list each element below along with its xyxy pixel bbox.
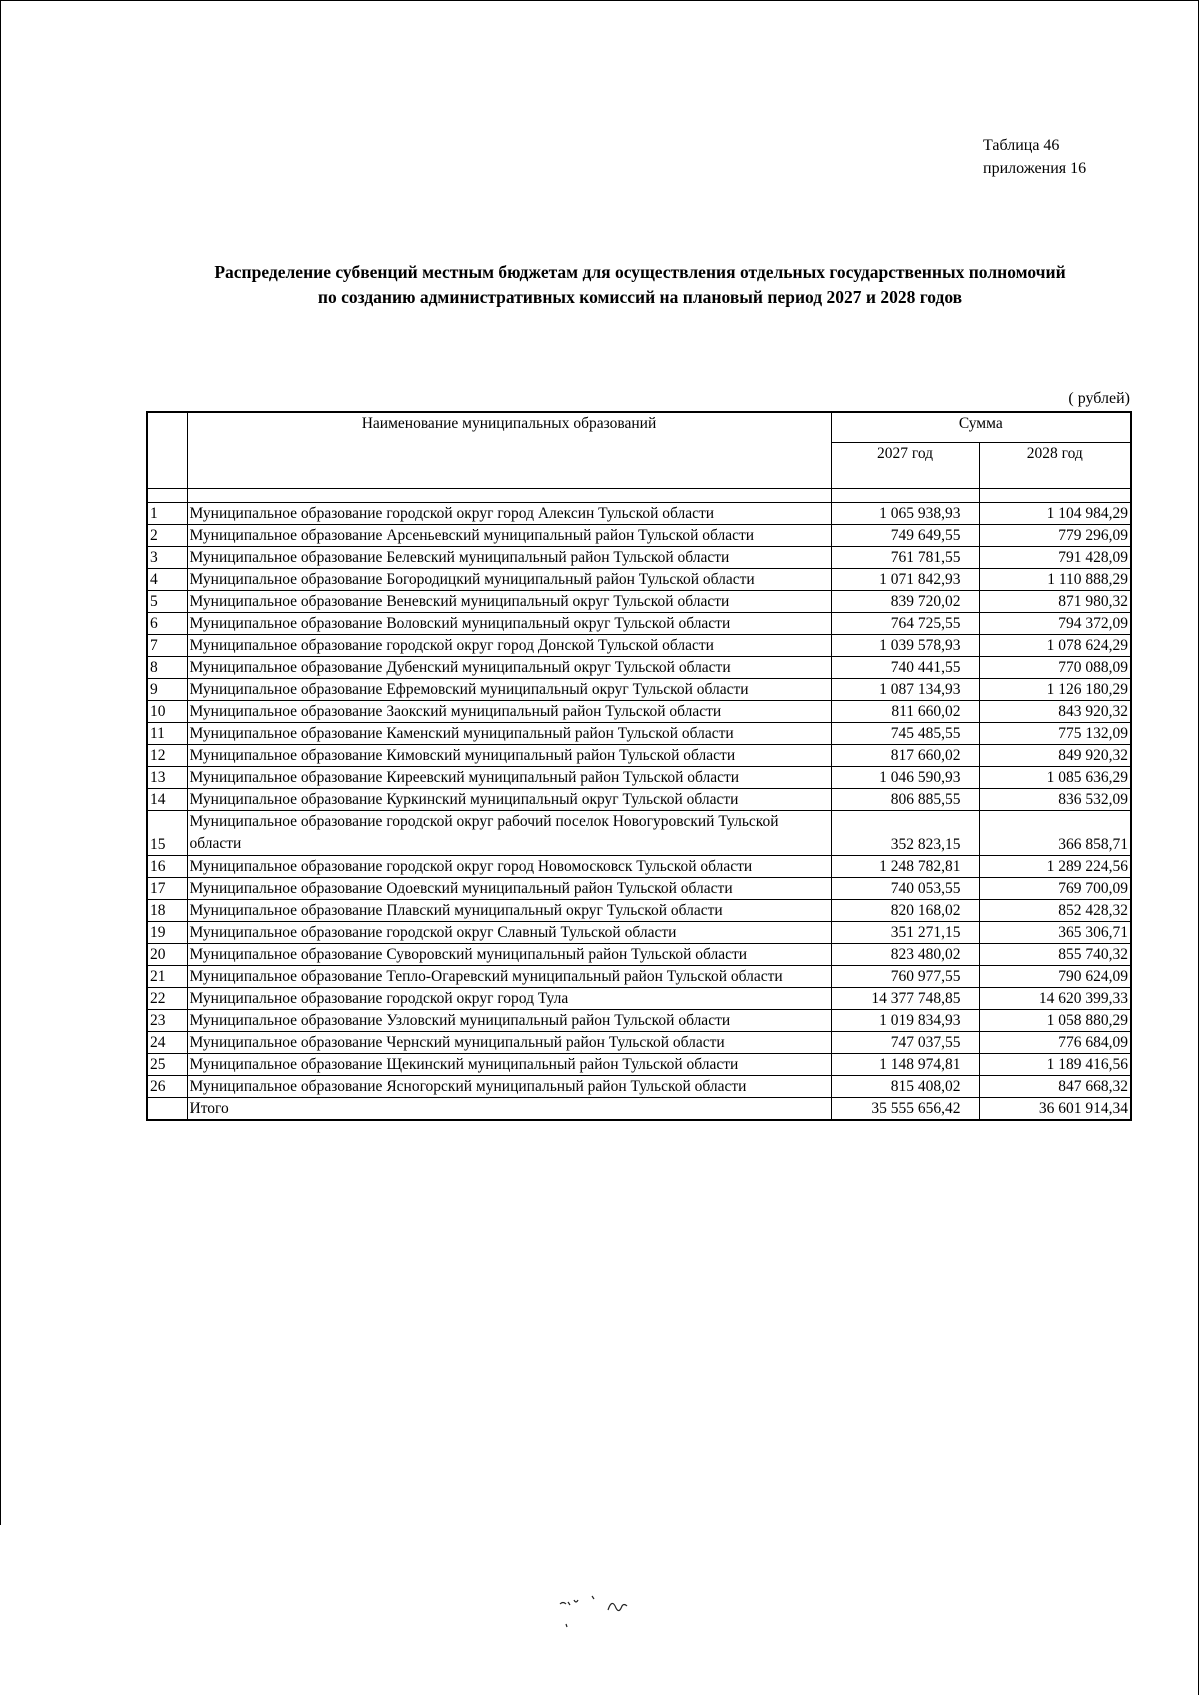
header-name-cell: Наименование муниципальных образований [187, 412, 831, 443]
title-line-1: Распределение субвенций местным бюджетам для осуществления отдельных государственных полномочий [214, 262, 1066, 282]
table-row [147, 701, 1131, 723]
row-number: 9 [147, 679, 187, 701]
row-value-2028: 770 088,09 [979, 657, 1131, 679]
table-row [147, 988, 1131, 1010]
table-body [147, 503, 1131, 1098]
table-label: Таблица 46 [983, 137, 1060, 154]
row-number: 15 [147, 811, 187, 856]
row-number: 17 [147, 878, 187, 900]
document-title [100, 260, 1180, 310]
table-row [147, 944, 1131, 966]
row-name: Муниципальное образование Суворовский муниципальный район Тульской области [187, 944, 831, 966]
row-value-2027: 817 660,02 [831, 745, 979, 767]
row-number: 19 [147, 922, 187, 944]
row-name: Муниципальное образование городской округ город Новомосковск Тульской области [187, 856, 831, 878]
table-row [147, 525, 1131, 547]
gap-cell [147, 489, 187, 503]
row-value-2028: 769 700,09 [979, 878, 1131, 900]
row-name: Муниципальное образование Чернский муниципальный район Тульской области [187, 1032, 831, 1054]
row-value-2027: 1 148 974,81 [831, 1054, 979, 1076]
row-number: 23 [147, 1010, 187, 1032]
row-value-2028: 1 104 984,29 [979, 503, 1131, 525]
appendix-label: приложения 16 [983, 160, 1087, 177]
row-value-2027: 14 377 748,85 [831, 988, 979, 1010]
units-label: ( рублей) [1068, 390, 1130, 407]
row-name: Муниципальное образование городской округ город Донской Тульской области [187, 635, 831, 657]
row-value-2027: 1 071 842,93 [831, 569, 979, 591]
row-value-2027: 1 248 782,81 [831, 856, 979, 878]
row-value-2027: 1 039 578,93 [831, 635, 979, 657]
table-row [147, 789, 1131, 811]
row-value-2028: 1 110 888,29 [979, 569, 1131, 591]
table-row [147, 569, 1131, 591]
row-value-2027: 806 885,55 [831, 789, 979, 811]
header-number-cell [147, 412, 187, 443]
row-number: 13 [147, 767, 187, 789]
header-2028-cell: 2028 год [979, 443, 1131, 489]
row-value-2027: 839 720,02 [831, 591, 979, 613]
row-value-2027: 740 053,55 [831, 878, 979, 900]
row-value-2028: 791 428,09 [979, 547, 1131, 569]
row-value-2028: 365 306,71 [979, 922, 1131, 944]
row-name: Муниципальное образование Ефремовский муниципальный округ Тульской области [187, 679, 831, 701]
row-value-2027: 760 977,55 [831, 966, 979, 988]
row-name: Муниципальное образование Каменский муниципальный район Тульской области [187, 723, 831, 745]
row-value-2028: 871 980,32 [979, 591, 1131, 613]
row-name: Муниципальное образование Киреевский муниципальный район Тульской области [187, 767, 831, 789]
page-border-left [0, 0, 1, 1525]
row-value-2027: 740 441,55 [831, 657, 979, 679]
row-value-2027: 1 019 834,93 [831, 1010, 979, 1032]
row-value-2028: 776 684,09 [979, 1032, 1131, 1054]
header-number-cell-2 [147, 443, 187, 489]
row-number: 7 [147, 635, 187, 657]
row-number: 11 [147, 723, 187, 745]
row-number: 2 [147, 525, 187, 547]
table-row [147, 1076, 1131, 1098]
row-value-2028: 843 920,32 [979, 701, 1131, 723]
table-header-row [147, 412, 1131, 443]
row-name: Муниципальное образование Плавский муниципальный округ Тульской области [187, 900, 831, 922]
total-row [147, 1098, 1131, 1121]
header-sum-cell: Сумма [831, 412, 1131, 443]
gap-cell [187, 489, 831, 503]
row-number: 12 [147, 745, 187, 767]
row-value-2028: 779 296,09 [979, 525, 1131, 547]
row-value-2028: 836 532,09 [979, 789, 1131, 811]
table-row [147, 811, 1131, 856]
table-row [147, 856, 1131, 878]
row-name: Муниципальное образование Ясногорский муниципальный район Тульской области [187, 1076, 831, 1098]
row-value-2027: 815 408,02 [831, 1076, 979, 1098]
row-number: 10 [147, 701, 187, 723]
row-number: 22 [147, 988, 187, 1010]
total-2027: 35 555 656,42 [831, 1098, 979, 1121]
title-line-2: по созданию административных комиссий на плановый период 2027 и 2028 годов [317, 287, 963, 307]
table-row [147, 966, 1131, 988]
row-value-2028: 794 372,09 [979, 613, 1131, 635]
table-number-block [983, 134, 1086, 180]
row-value-2027: 749 649,55 [831, 525, 979, 547]
row-name: Муниципальное образование Веневский муниципальный округ Тульской области [187, 591, 831, 613]
table-row [147, 723, 1131, 745]
row-value-2027: 745 485,55 [831, 723, 979, 745]
row-value-2028: 1 126 180,29 [979, 679, 1131, 701]
subventions-table [146, 411, 1132, 1121]
row-value-2027: 820 168,02 [831, 900, 979, 922]
table-row [147, 745, 1131, 767]
table-row [147, 878, 1131, 900]
row-number: 16 [147, 856, 187, 878]
row-number: 18 [147, 900, 187, 922]
row-value-2028: 1 058 880,29 [979, 1010, 1131, 1032]
row-number: 21 [147, 966, 187, 988]
table-row [147, 767, 1131, 789]
row-value-2028: 847 668,32 [979, 1076, 1131, 1098]
row-name: Муниципальное образование Заокский муниципальный район Тульской области [187, 701, 831, 723]
row-name: Муниципальное образование Богородицкий муниципальный район Тульской области [187, 569, 831, 591]
row-name: Муниципальное образование городской округ город Тула [187, 988, 831, 1010]
table-row [147, 679, 1131, 701]
row-value-2027: 351 271,15 [831, 922, 979, 944]
row-value-2028: 1 078 624,29 [979, 635, 1131, 657]
row-number: 6 [147, 613, 187, 635]
table-header-gap [147, 489, 1131, 503]
row-value-2027: 747 037,55 [831, 1032, 979, 1054]
row-value-2028: 366 858,71 [979, 811, 1131, 856]
handwritten-signature-mark [556, 1592, 656, 1632]
row-name: Муниципальное образование городской округ Славный Тульской области [187, 922, 831, 944]
row-value-2028: 852 428,32 [979, 900, 1131, 922]
table-row [147, 503, 1131, 525]
table-row [147, 900, 1131, 922]
row-number: 25 [147, 1054, 187, 1076]
row-value-2028: 1 289 224,56 [979, 856, 1131, 878]
row-name: Муниципальное образование Узловский муниципальный район Тульской области [187, 1010, 831, 1032]
row-name: Муниципальное образование Воловский муниципальный округ Тульской области [187, 613, 831, 635]
row-number: 5 [147, 591, 187, 613]
total-2028: 36 601 914,34 [979, 1098, 1131, 1121]
row-name: Муниципальное образование Щекинский муниципальный район Тульской области [187, 1054, 831, 1076]
row-value-2028: 14 620 399,33 [979, 988, 1131, 1010]
row-number: 1 [147, 503, 187, 525]
row-value-2027: 761 781,55 [831, 547, 979, 569]
row-number: 14 [147, 789, 187, 811]
row-value-2027: 1 046 590,93 [831, 767, 979, 789]
header-name-cell-2 [187, 443, 831, 489]
row-number: 4 [147, 569, 187, 591]
table-row [147, 1010, 1131, 1032]
row-name: Муниципальное образование Одоевский муниципальный район Тульской области [187, 878, 831, 900]
row-value-2028: 855 740,32 [979, 944, 1131, 966]
table-row [147, 635, 1131, 657]
row-number: 20 [147, 944, 187, 966]
total-number-cell [147, 1098, 187, 1121]
row-name: Муниципальное образование Арсеньевский муниципальный район Тульской области [187, 525, 831, 547]
row-value-2027: 1 065 938,93 [831, 503, 979, 525]
row-name: Муниципальное образование Кимовский муниципальный район Тульской области [187, 745, 831, 767]
row-name: Муниципальное образование Белевский муниципальный район Тульской области [187, 547, 831, 569]
row-name: Муниципальное образование городской округ рабочий поселок Новогуровский Тульской области [187, 811, 831, 856]
row-value-2027: 1 087 134,93 [831, 679, 979, 701]
table-row [147, 591, 1131, 613]
row-number: 8 [147, 657, 187, 679]
table-row [147, 922, 1131, 944]
row-value-2027: 811 660,02 [831, 701, 979, 723]
row-name: Муниципальное образование городской округ город Алексин Тульской области [187, 503, 831, 525]
row-number: 24 [147, 1032, 187, 1054]
row-value-2028: 1 189 416,56 [979, 1054, 1131, 1076]
header-2027-cell: 2027 год [831, 443, 979, 489]
row-name: Муниципальное образование Куркинский муниципальный округ Тульской области [187, 789, 831, 811]
total-label: Итого [187, 1098, 831, 1121]
table-row [147, 657, 1131, 679]
table-row [147, 547, 1131, 569]
row-value-2027: 823 480,02 [831, 944, 979, 966]
row-number: 3 [147, 547, 187, 569]
table-row [147, 1032, 1131, 1054]
row-value-2027: 764 725,55 [831, 613, 979, 635]
table-row [147, 613, 1131, 635]
table-row [147, 1054, 1131, 1076]
row-name: Муниципальное образование Тепло-Огаревский муниципальный район Тульской области [187, 966, 831, 988]
gap-cell [979, 489, 1131, 503]
table-subheader-row [147, 443, 1131, 489]
row-value-2028: 849 920,32 [979, 745, 1131, 767]
row-value-2027: 352 823,15 [831, 811, 979, 856]
row-value-2028: 1 085 636,29 [979, 767, 1131, 789]
row-value-2028: 775 132,09 [979, 723, 1131, 745]
row-name: Муниципальное образование Дубенский муниципальный округ Тульской области [187, 657, 831, 679]
gap-cell [831, 489, 979, 503]
row-value-2028: 790 624,09 [979, 966, 1131, 988]
row-number: 26 [147, 1076, 187, 1098]
